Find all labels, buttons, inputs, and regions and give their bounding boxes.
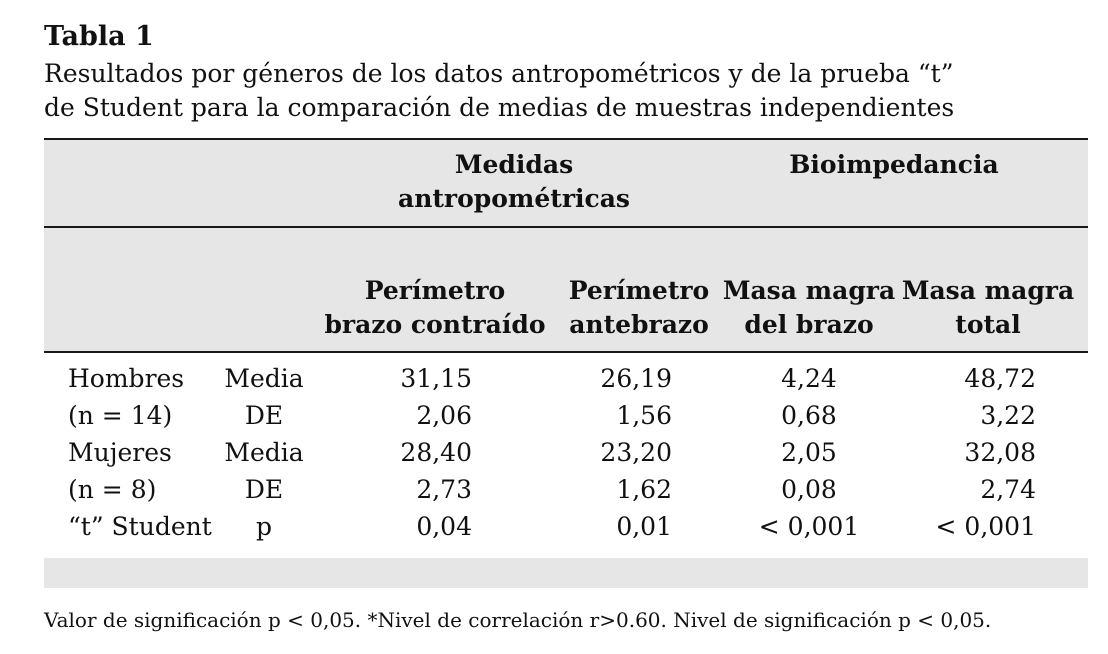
- table-label: Tabla 1: [44, 21, 154, 52]
- table-rule-upper: [44, 226, 1088, 228]
- value-cell: < 0,001: [935, 512, 1036, 541]
- row-group-cell: “t” Student: [68, 512, 212, 541]
- value-cell: 2,05: [781, 438, 837, 467]
- column-header-line: Perímetro: [364, 276, 506, 305]
- table-row: [44, 434, 1088, 471]
- row-stat-cell: DE: [244, 475, 284, 504]
- group-header-bioimpedancia: [704, 148, 1084, 182]
- value-cell: 32,08: [964, 438, 1036, 467]
- value-cell: < 0,001: [758, 512, 860, 541]
- value-cell: 4,24: [781, 364, 837, 393]
- table-caption-line-2: de Student para la comparación de medias de muestras independientes: [44, 93, 955, 122]
- column-header-line: Perímetro: [568, 276, 710, 305]
- row-group-cell: (n = 14): [68, 401, 173, 430]
- row-stat-cell: DE: [244, 401, 284, 430]
- table-row: [44, 508, 1088, 545]
- group-header-line: antropométricas: [398, 184, 630, 213]
- table-row: [44, 360, 1088, 397]
- value-cell: 0,08: [781, 475, 837, 504]
- value-cell: 23,20: [600, 438, 672, 467]
- value-cell: 31,15: [400, 364, 472, 393]
- column-header-line: Masa magra: [901, 276, 1075, 305]
- column-header-line: antebrazo: [569, 310, 709, 339]
- value-cell: 0,68: [781, 401, 837, 430]
- column-header-perimetro-antebrazo: [554, 274, 724, 342]
- row-stat-cell: p: [255, 512, 272, 541]
- column-header-masa-magra-brazo: [720, 274, 898, 342]
- value-cell: 2,73: [416, 475, 472, 504]
- value-cell: 0,04: [416, 512, 472, 541]
- table-rows: [44, 360, 1088, 545]
- row-stat-cell: Media: [224, 438, 304, 467]
- value-cell: 0,01: [616, 512, 672, 541]
- value-cell: 1,62: [616, 475, 672, 504]
- group-header-medidas: [344, 148, 684, 216]
- value-cell: 26,19: [600, 364, 672, 393]
- row-group-cell: Hombres: [68, 364, 185, 393]
- column-header-line: Masa magra: [722, 276, 896, 305]
- column-header-perimetro-brazo: [320, 274, 550, 342]
- column-header-line: del brazo: [744, 310, 874, 339]
- table-footnote: Valor de significación p < 0,05. *Nivel de correlación r>0.60. Nivel de significación p < 0,05.: [44, 608, 992, 632]
- column-header-line: brazo contraído: [324, 310, 546, 339]
- table-row: [44, 397, 1088, 434]
- column-header-masa-magra-total: [900, 274, 1076, 342]
- data-table: [44, 138, 1088, 588]
- value-cell: 48,72: [964, 364, 1036, 393]
- column-header-line: total: [955, 310, 1021, 339]
- table-row: [44, 471, 1088, 508]
- row-stat-cell: Media: [224, 364, 304, 393]
- row-group-cell: (n = 8): [68, 475, 157, 504]
- group-header-line: Medidas: [454, 150, 574, 179]
- value-cell: 3,22: [980, 401, 1036, 430]
- table-caption-line-1: Resultados por géneros de los datos antropométricos y de la prueba “t”: [44, 59, 954, 88]
- value-cell: 2,74: [980, 475, 1036, 504]
- group-header-line: Bioimpedancia: [789, 150, 999, 179]
- value-cell: 1,56: [616, 401, 672, 430]
- row-group-cell: Mujeres: [68, 438, 172, 467]
- value-cell: 28,40: [400, 438, 472, 467]
- value-cell: 2,06: [416, 401, 472, 430]
